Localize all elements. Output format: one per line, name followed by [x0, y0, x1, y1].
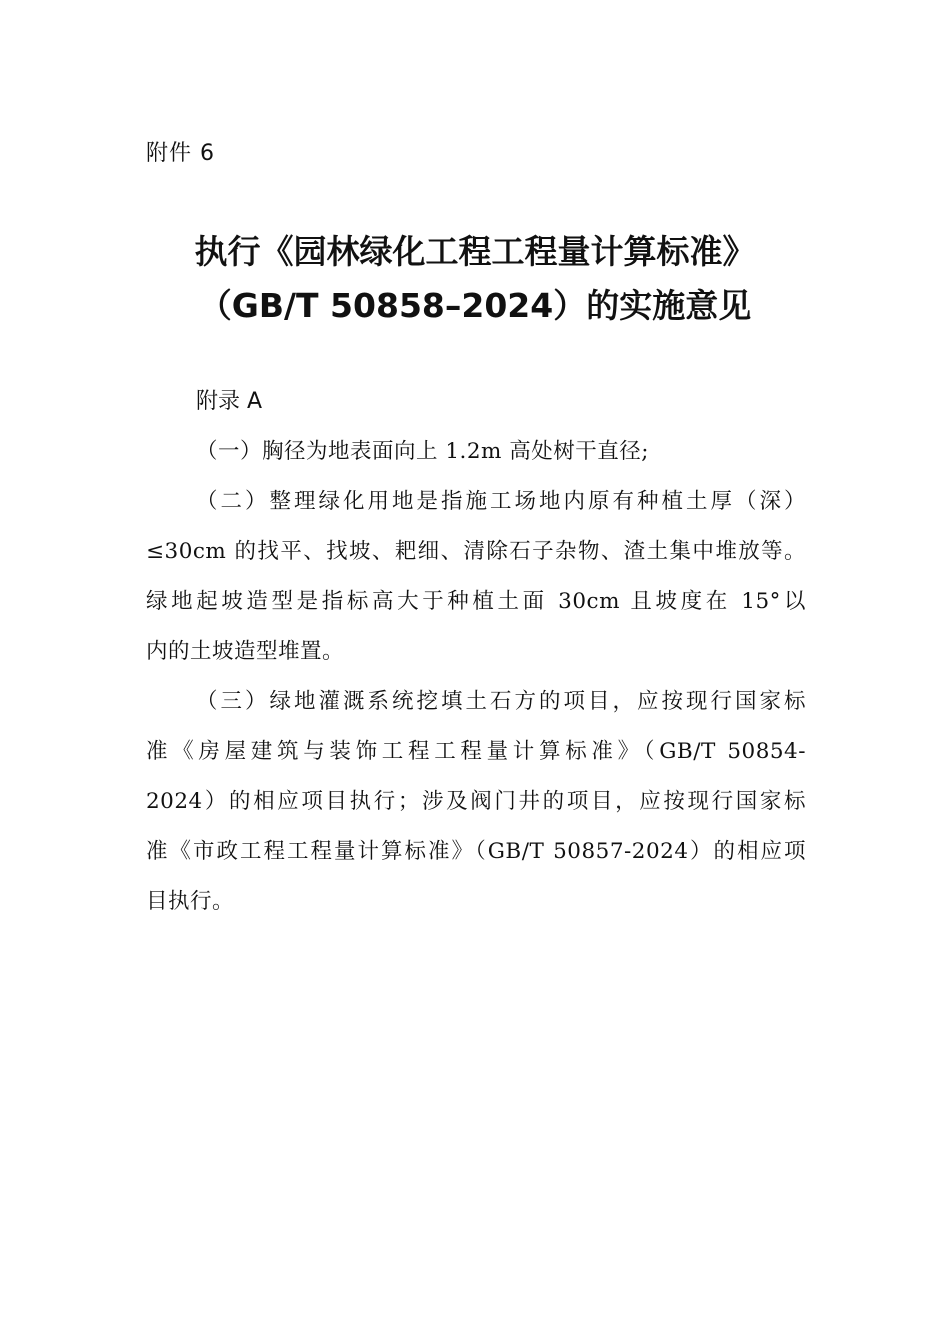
paragraph-2-line-3: 绿地起坡造型是指标高大于种植土面 30cm 且坡度在 15°以: [146, 589, 806, 614]
document-title-line-2: （GB/T 50858–2024）的实施意见: [198, 286, 752, 325]
document-title-line-1: 执行《园林绿化工程工程量计算标准》: [194, 232, 756, 271]
paragraph-2-line-4: 内的土坡造型堆置。: [146, 639, 345, 664]
paragraph-3-line-5: 目执行。: [146, 889, 235, 914]
paragraph-2-line-1: （二）整理绿化用地是指施工场地内原有种植土厚（深）: [196, 489, 806, 514]
paragraph-1-line-1: （一）胸径为地表面向上 1.2m 高处树干直径;: [196, 439, 649, 464]
paragraph-2-line-2: ≤30cm 的找平、找坡、耙细、清除石子杂物、渣土集中堆放等。: [146, 539, 806, 564]
paragraph-3-line-4: 准《市政工程工程量计算标准》（GB/T 50857-2024）的相应项: [146, 839, 806, 864]
appendix-heading: 附录 A: [196, 389, 263, 414]
paragraph-3-line-1: （三）绿地灌溉系统挖填土石方的项目，应按现行国家标: [196, 689, 806, 714]
paragraph-3-line-3: 2024）的相应项目执行；涉及阀门井的项目，应按现行国家标: [146, 789, 806, 814]
attachment-label: 附件 6: [146, 141, 215, 166]
paragraph-3-line-2: 准《房屋建筑与装饰工程工程量计算标准》（GB/T 50854-: [146, 739, 806, 764]
